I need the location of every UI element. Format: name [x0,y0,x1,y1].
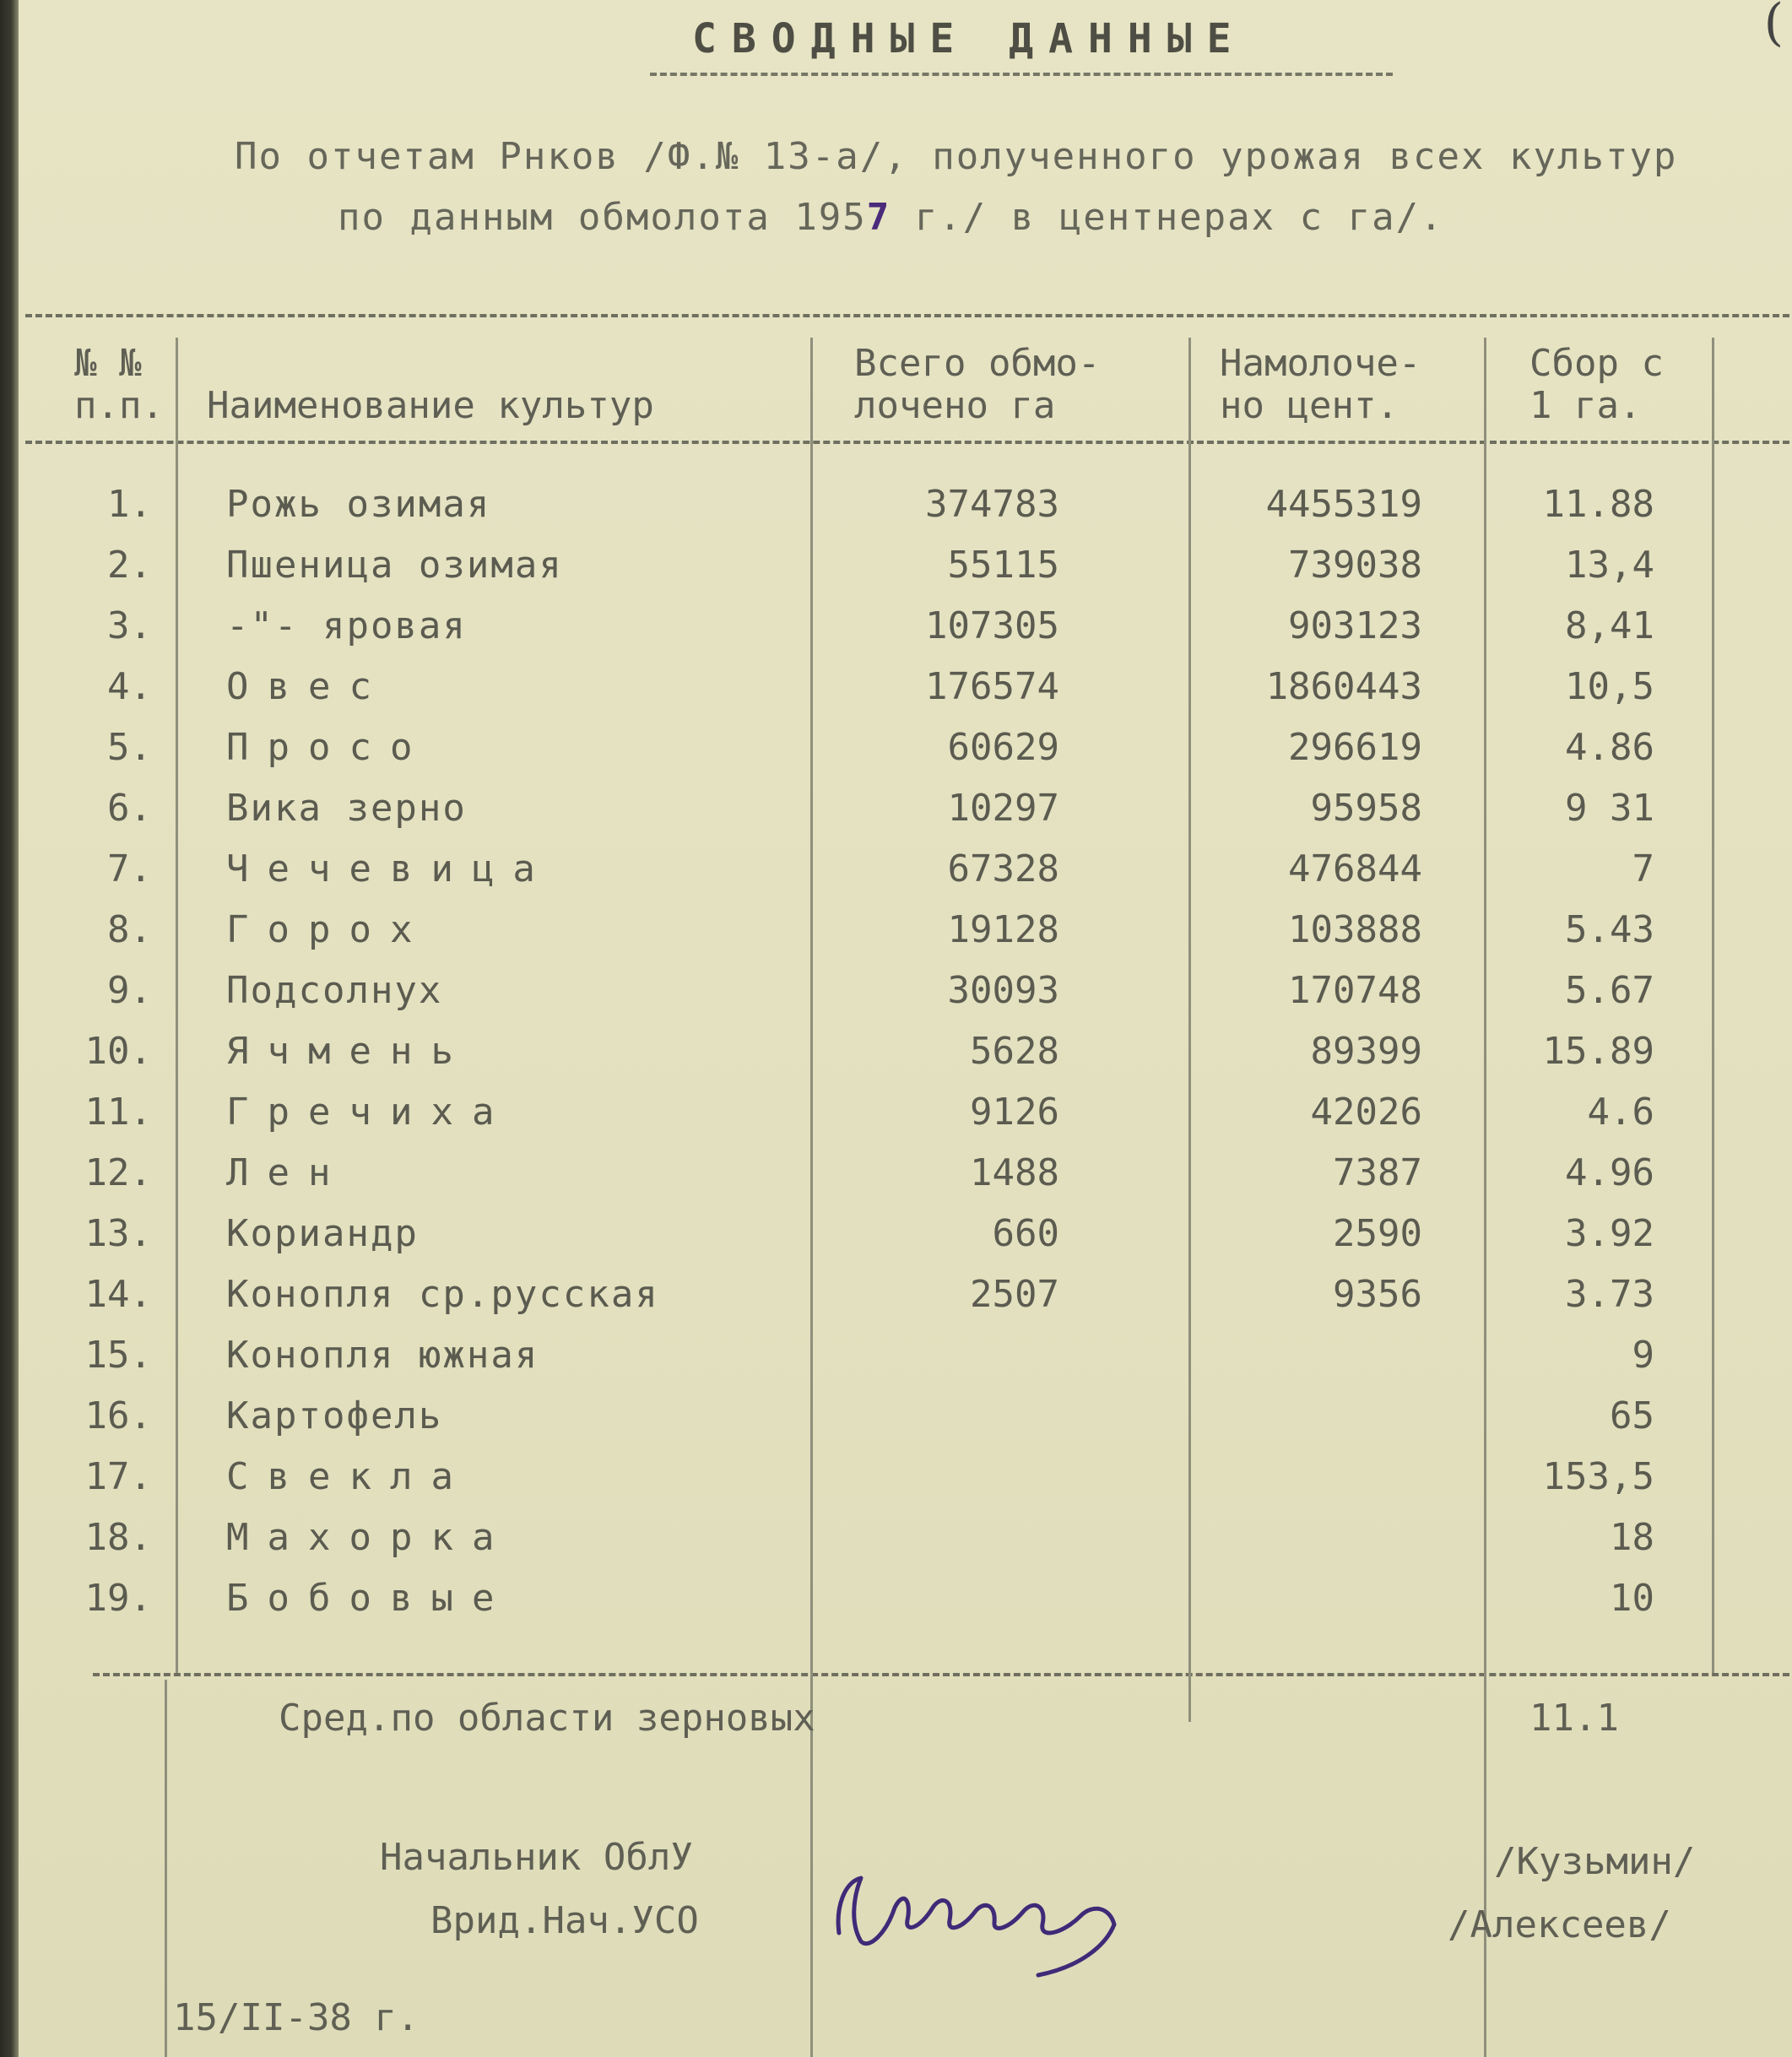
yield-per-ha: 153,5 [1542,1455,1654,1498]
threshed-area: 2507 [970,1273,1059,1316]
header-total-2: но цент. [1220,384,1399,427]
threshed-area [844,1447,1059,1508]
crop-name: Пшеница озимая [226,544,563,587]
row-number: 10. [84,1030,152,1073]
crop-name: Лен [226,1151,349,1194]
row-number: 16. [84,1394,152,1437]
row-number: 14. [84,1273,152,1316]
yield-per-ha: 9 31 [1565,787,1654,830]
threshed-total: 739038 [1288,544,1422,587]
table-top-rule [25,314,1789,317]
yield-per-ha: 3.92 [1565,1212,1654,1255]
crop-name: Ячмень [226,1030,472,1073]
threshed-total [1207,1508,1422,1568]
row-number: 9. [107,969,152,1012]
crop-name: Кориандр [226,1212,419,1255]
threshed-area: 9126 [970,1091,1059,1134]
yield-per-ha: 4.96 [1565,1151,1654,1194]
threshed-total [1207,1447,1422,1508]
threshed-total: 4455319 [1265,483,1422,526]
yield-per-ha: 4.6 [1587,1091,1654,1134]
row-number: 13. [84,1212,152,1255]
crop-name: Горох [226,908,431,951]
table-bottom-rule [93,1673,1789,1676]
crop-name: Конопля ср.русская [226,1273,659,1316]
threshed-total: 903123 [1288,604,1422,647]
crop-name: Подсолнух [226,969,443,1012]
yield-per-ha: 10,5 [1565,665,1654,708]
header-bottom-rule [25,441,1789,444]
threshed-total: 2590 [1333,1212,1422,1255]
threshed-total [1207,1386,1422,1447]
threshed-area: 107305 [925,604,1059,647]
header-num-2: п.п. [74,384,164,427]
yield-per-ha: 3.73 [1565,1273,1654,1316]
threshed-total: 476844 [1288,847,1422,890]
yield-per-ha: 11.88 [1542,483,1654,526]
yield-per-ha: 65 [1610,1394,1654,1437]
summary-value: 11.1 [1529,1697,1619,1740]
yield-per-ha: 15.89 [1542,1030,1654,1073]
row-number: 17. [84,1455,152,1498]
crop-name: Гречиха [226,1091,513,1134]
row-number: 12. [84,1151,152,1194]
col-divider-num [176,338,178,1673]
col-divider-total [1188,338,1191,1722]
col-divider-right [1712,338,1714,1673]
crop-name: -"- яровая [226,604,467,647]
subtitle-line-2 [338,196,1444,239]
header-name: Наименование культур [207,384,654,427]
signatory-title-1: Начальник ОблУ [380,1836,693,1879]
row-number: 5. [107,726,152,769]
threshed-total [1207,1568,1422,1629]
signatory-name-1: /Кузьмин/ [1494,1840,1696,1883]
yield-per-ha: 18 [1610,1516,1654,1559]
row-number: 4. [107,665,152,708]
title-underline [650,73,1393,76]
threshed-area: 660 [992,1212,1059,1255]
summary-label: Сред.по области зерновых [279,1697,815,1740]
header-area-2: лочено га [854,384,1056,427]
subtitle-line-2-pre: по данным обмолота 195 [338,196,867,239]
col-divider-area [810,338,813,2057]
row-number: 19. [84,1577,152,1620]
yield-per-ha: 5.67 [1565,969,1654,1012]
document-date: 15/II-38 г. [173,1996,420,2039]
threshed-area: 176574 [925,665,1059,708]
row-number: 2. [107,544,152,587]
document-title: СВОДНЫЕ ДАННЫЕ [692,15,1247,62]
header-per-ha-1: Сбор с [1529,342,1664,385]
crop-name: Конопля южная [226,1334,539,1377]
row-number: 15. [84,1334,152,1377]
crop-name: Вика зерно [226,787,467,830]
threshed-area: 55115 [947,544,1059,587]
threshed-area: 19128 [947,908,1059,951]
yield-per-ha: 10 [1610,1577,1654,1620]
threshed-total: 7387 [1333,1151,1422,1194]
threshed-total: 42026 [1310,1091,1422,1134]
threshed-area [844,1325,1059,1386]
threshed-total: 89399 [1310,1030,1422,1073]
row-number: 18. [84,1516,152,1559]
threshed-area: 5628 [970,1030,1059,1073]
col-divider-num-lower [165,1680,167,2057]
threshed-area [844,1508,1059,1568]
yield-per-ha: 5.43 [1565,908,1654,951]
threshed-total: 1860443 [1265,665,1422,708]
crop-name: Бобовые [226,1577,513,1620]
crop-name: Картофель [226,1394,443,1437]
yield-per-ha: 7 [1632,847,1654,890]
threshed-area [844,1386,1059,1447]
corner-mark: ( [1763,0,1784,52]
threshed-area: 1488 [970,1151,1059,1194]
handwritten-signature [827,1849,1131,1984]
threshed-total: 296619 [1288,726,1422,769]
crop-name: Овес [226,665,390,708]
header-area-1: Всего обмо- [854,342,1101,385]
crop-name: Махорка [226,1516,513,1559]
threshed-total: 170748 [1288,969,1422,1012]
yield-per-ha: 9 [1632,1334,1654,1377]
yield-per-ha: 4.86 [1565,726,1654,769]
threshed-area: 10297 [947,787,1059,830]
handwritten-year-digit: 7 [866,196,891,239]
subtitle-line-1: По отчетам Рнков /Ф.№ 13-а/, полученного урожая всех культур [235,135,1678,178]
threshed-total: 95958 [1310,787,1422,830]
row-number: 1. [107,483,152,526]
crop-name: Свекла [226,1455,472,1498]
threshed-area: 60629 [947,726,1059,769]
header-per-ha-2: 1 га. [1529,384,1642,427]
row-number: 6. [107,787,152,830]
threshed-total: 9356 [1333,1273,1422,1316]
crop-name: Рожь озимая [226,483,491,526]
threshed-total: 103888 [1288,908,1422,951]
threshed-area [844,1568,1059,1629]
signatory-title-2: Врид.Нач.УСО [430,1899,699,1942]
crop-name: Чечевица [226,847,554,890]
yield-per-ha: 13,4 [1565,544,1654,587]
row-number: 8. [107,908,152,951]
crop-name: Просо [226,726,431,769]
row-number: 11. [84,1091,152,1134]
threshed-area: 67328 [947,847,1059,890]
yield-per-ha: 8,41 [1565,604,1654,647]
row-number: 7. [107,847,152,890]
subtitle-line-2-post: г./ в центнерах с га/. [891,196,1444,239]
threshed-total [1207,1325,1422,1386]
threshed-area: 30093 [947,969,1059,1012]
header-total-1: Намолоче- [1220,342,1421,385]
row-number: 3. [107,604,152,647]
threshed-area: 374783 [925,483,1059,526]
binding-edge [0,0,19,2057]
header-num-1: № № [74,342,142,385]
signatory-name-2: /Алексеев/ [1448,1903,1671,1946]
